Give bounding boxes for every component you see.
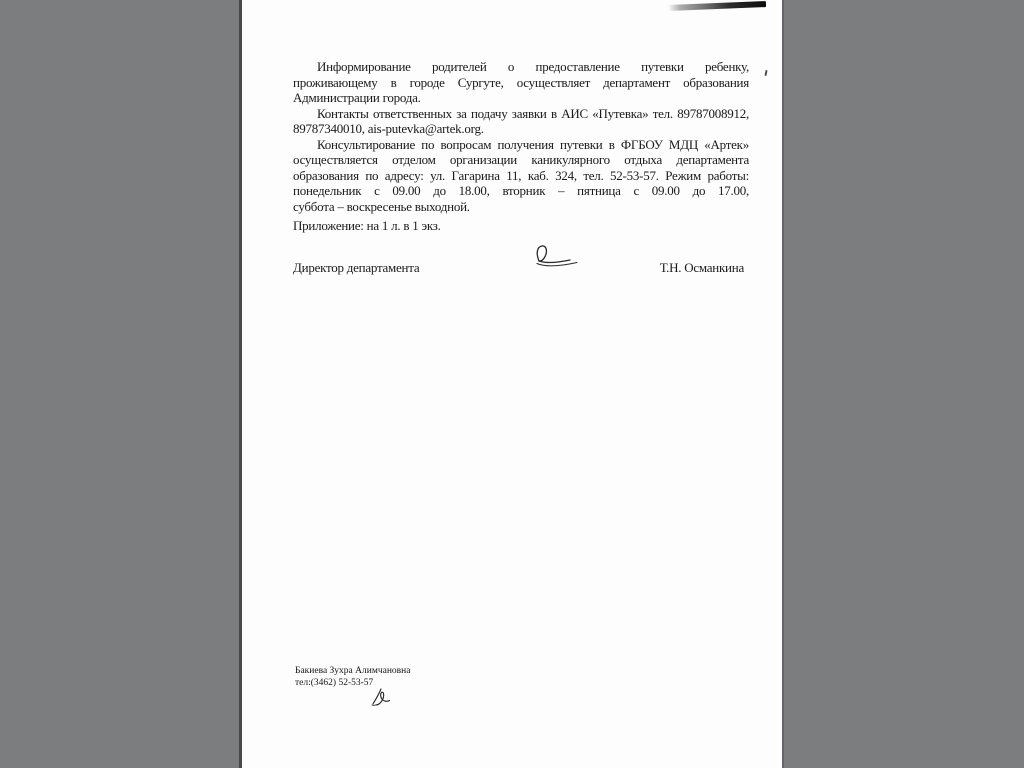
handwritten-signature <box>533 244 581 269</box>
executor-block <box>295 666 410 689</box>
text-line: Администрации города. <box>293 90 421 105</box>
text-line: Консультирование по вопросам получения путевки в ФГБОУ МДЦ «Артек» <box>317 136 749 152</box>
body-paragraph <box>293 137 749 215</box>
signoff-title: Директор департамента <box>293 259 420 275</box>
text-line: Контакты ответственных за подачу заявки в АИС «Путевка» тел. 89787008912, <box>317 105 749 121</box>
executor-name: Бакиева Зухра Алимчановна <box>295 666 411 676</box>
executor-initials-scribble <box>371 688 393 707</box>
text-line: Информирование родителей о предоставление путевки ребенку, <box>317 59 749 74</box>
text-line: суббота – воскресенье выходной. <box>293 198 470 214</box>
text-line: осуществляется отделом организации каникулярного отдыха департамента <box>293 152 749 167</box>
signoff-row <box>293 260 749 276</box>
body-paragraph <box>293 59 749 106</box>
letter-body <box>293 59 749 275</box>
stray-ink-mark <box>764 70 767 76</box>
signoff-name: Т.Н. Османкина <box>659 259 744 275</box>
text-line: 89787340010, ais-putevka@artek.org. <box>293 121 484 136</box>
scan-ink-smudge <box>668 1 766 11</box>
executor-phone: тел:(3462) 52-53-57 <box>295 677 374 688</box>
text-line: образования по адресу: ул. Гагарина 11, каб. 324, тел. 52-53-57. Режим работы: <box>293 167 749 183</box>
document-page <box>239 0 784 768</box>
text-line: понедельник с 09.00 до 18.00, вторник – пятница с 09.00 до 17.00, <box>293 183 749 198</box>
text-line: проживающему в городе Сургуте, осуществляет департамент образования <box>293 74 749 90</box>
body-paragraph <box>293 106 749 137</box>
attachment-note: Приложение: на 1 л. в 1 экз. <box>293 217 441 233</box>
